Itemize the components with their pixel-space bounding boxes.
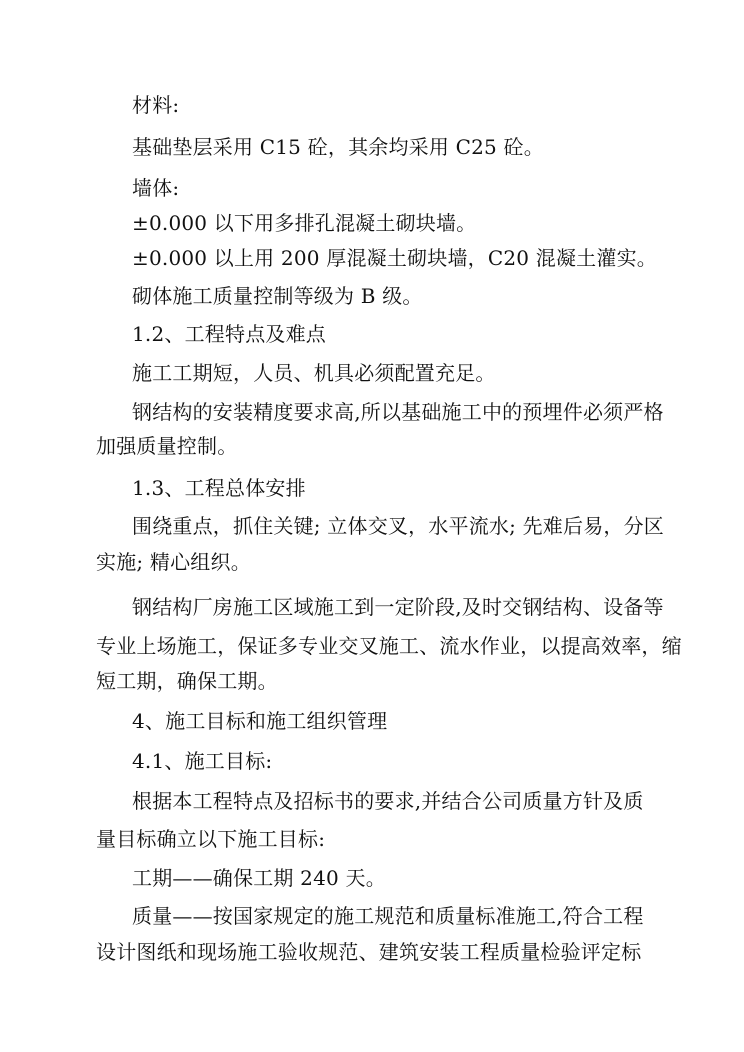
section-heading: 4、施工目标和施工组织管理 xyxy=(132,709,388,733)
text-line: 质量——按国家规定的施工规范和质量标准施工,符合工程 xyxy=(132,904,644,928)
text-line: 施工工期短，人员、机具必须配置充足。 xyxy=(132,361,496,385)
text-line: ±0.000 以下用多排孔混凝土砌块墙。 xyxy=(132,211,477,235)
text-line: 量目标确立以下施工目标: xyxy=(96,827,326,851)
text-line: 墙体: xyxy=(132,176,180,200)
section-heading: 1.3、工程总体安排 xyxy=(132,476,306,500)
text-line: 钢结构厂房施工区域施工到一定阶段,及时交钢结构、设备等 xyxy=(132,595,664,619)
text-line: 专业上场施工，保证多专业交叉施工、流水作业，以提高效率，缩 xyxy=(96,634,682,658)
text-line: 短工期，确保工期。 xyxy=(96,669,278,693)
text-line: 材料: xyxy=(132,93,180,117)
text-line: 砌体施工质量控制等级为 B 级。 xyxy=(132,284,423,308)
text-line: 基础垫层采用 C15 砼，其余均采用 C25 砼。 xyxy=(132,135,544,159)
text-line: 工期——确保工期 240 天。 xyxy=(132,866,386,890)
text-line: 加强质量控制。 xyxy=(96,434,238,458)
text-line: ±0.000 以上用 200 厚混凝土砌块墙，C20 混凝土灌实。 xyxy=(132,246,657,270)
text-line: 设计图纸和现场施工验收规范、建筑安装工程质量检验评定标 xyxy=(96,940,642,964)
text-line: 围绕重点，抓住关键; 立体交叉，水平流水; 先难后易，分区 xyxy=(132,514,664,538)
text-line: 钢结构的安装精度要求高,所以基础施工中的预埋件必须严格 xyxy=(132,400,664,424)
text-line: 根据本工程特点及招标书的要求,并结合公司质量方针及质 xyxy=(132,789,644,813)
section-heading: 4.1、施工目标: xyxy=(132,749,273,773)
section-heading: 1.2、工程特点及难点 xyxy=(132,322,327,346)
text-line: 实施; 精心组织。 xyxy=(96,550,251,574)
